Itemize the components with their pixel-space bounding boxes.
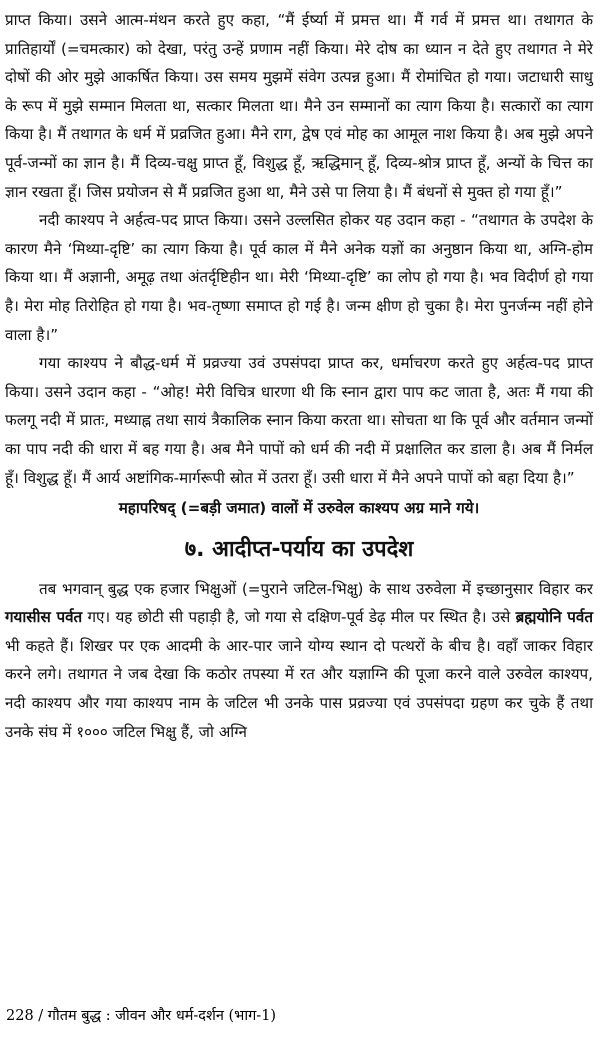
mahaparishad-line: महापरिषद् (=बड़ी जमात) वालों में उरुवेल काश्यप अग्र माने गये। (118, 499, 480, 518)
paragraph-2: नदी काश्यप ने अर्हत्व-पद प्राप्त किया। उसने उल्लसित होकर यह उदान कहा - “तथागत के उपदेश के कारण मैने ‘मिथ्या-दृष्टि’ का त्याग किया है। पूर्व काल में मैने अनेक यज्ञों का अनुष्ठान किया था, अग्नि-होम किया था। मैं अज्ञानी, अमूढ़ तथा अंतर्दृष्टिहीन था। मेरी ‘मिथ्या-दृष्टि’ का लोप हो गया है। भव विदीर्ण हो गया है। मेरा मोह तिरोहित हो गया है। भव-तृष्णा समाप्त हो गई है। जन्म क्षीण हो चुका है। मेरा पुनर्जन्म नहीं होने वाला है।” (5, 211, 593, 344)
paragraph-1: प्राप्त किया। उसने आत्म-मंथन करते हुए कहा, “मैं ईर्ष्या में प्रमत्त था। मैं गर्व में प्रमत्त था। तथागत के प्रातिहार्यों (=चमत्कार) को देखा, परंतु उन्हें प्रणाम नहीं किया। मेरे दोष का ध्यान न देते हुए तथागत ने मेरे दोषों की ओर मुझे आकर्षित किया। उस समय मुझमें संवेग उत्पन्न हुआ। मैं रोमांचित हो गया। जटाधारी साधु के रूप में मुझे सम्मान मिलता था, सत्कार मिलता था। मैने उन सम्मानों का त्याग किया है। सत्कारों का त्याग किया है। मैं तथागत के धर्म में प्रव्रजित हुआ। मैने राग, द्वेष एवं मोह का आमूल नाश किया है। अब मुझे अपने पूर्व-जन्मों का ज्ञान है। मैं दिव्य-चक्षु प्राप्त हूँ, विशुद्ध हूँ, ऋद्धिमान् हूँ, दिव्य-श्रोत्र प्राप्त हूँ, अन्यों के चित्त का ज्ञान रखता हूँ। जिस प्रयोजन से मैं प्रव्रजित हुआ था, मैने उसे पा लिया है। मैं बंधनों से मुक्त हो गया हूँ।” (5, 11, 593, 201)
section-heading: ७. आदीप्त-पर्याय का उपदेश (184, 536, 414, 562)
paragraph-3: गया काश्यप ने बौद्ध-धर्म में प्रव्रज्या उवं उपसंपदा प्राप्त कर, धर्माचरण करते हुए अर्हत्व-पद प्राप्त किया। उसने उदान कहा - “ओह! मेरी विचित्र धारणा थी कि स्नान द्वारा पाप कट जाता है, अतः मैं गया की फलगू नदी में प्रातः, मध्याह्न तथा सायं त्रैकालिक स्नान किया करता था। सोचता था कि पूर्व और वर्तमान जन्मों का पाप नदी की धारा में बह गया है। अब मैने पापों को धर्म की नदी में प्रक्षालित कर डाला है। अब मैं निर्मल हूँ। विशुद्ध हूँ। मैं आर्य अष्टांगिक-मार्गरूपी स्रोत में उतरा हूँ। उसी धारा में मैने अपने पापों को बहा दिया है।” (5, 354, 593, 487)
gayasis-parvat-term: गयासीस पर्वत (5, 608, 83, 627)
page-footer: 228 / गौतम बुद्ध : जीवन और धर्म-दर्शन (भाग-1) (6, 1008, 277, 1024)
paragraph-4-text-2: गए। यह छोटी सी पहाड़ी है, जो गया से दक्षिण-पूर्व डेढ़ मील पर स्थित है। उसे (82, 608, 516, 627)
paragraph-4-text-1: तब भगवान् बुद्ध एक हजार भिक्षुओं (=पुराने जटिल-भिक्षु) के साथ उरुवेला में इच्छानुसार विहार कर (39, 579, 593, 598)
brahmayoni-parvat-term: ब्रह्मयोनि पर्वत (515, 608, 593, 627)
paragraph-4-text-3: भी कहते हैं। शिखर पर एक आदमी के आर-पार जाने योग्य स्थान दो पत्थरों के बीच है। वहाँ जाकर विहार करने लगे। तथागत ने जब देखा कि कठोर तपस्या में रत और यज्ञाग्नि की पूजा करने वाले उरुवेल काश्यप, नदी काश्यप और गया काश्यप नाम के जटिल भी उनके पास प्रव्रज्या एवं उपसंपदा ग्रहण कर चुके हैं तथा उनके संघ में १००० जटिल भिक्षु हैं, जो अग्नि (5, 636, 593, 741)
paragraph-4 (5, 575, 593, 747)
